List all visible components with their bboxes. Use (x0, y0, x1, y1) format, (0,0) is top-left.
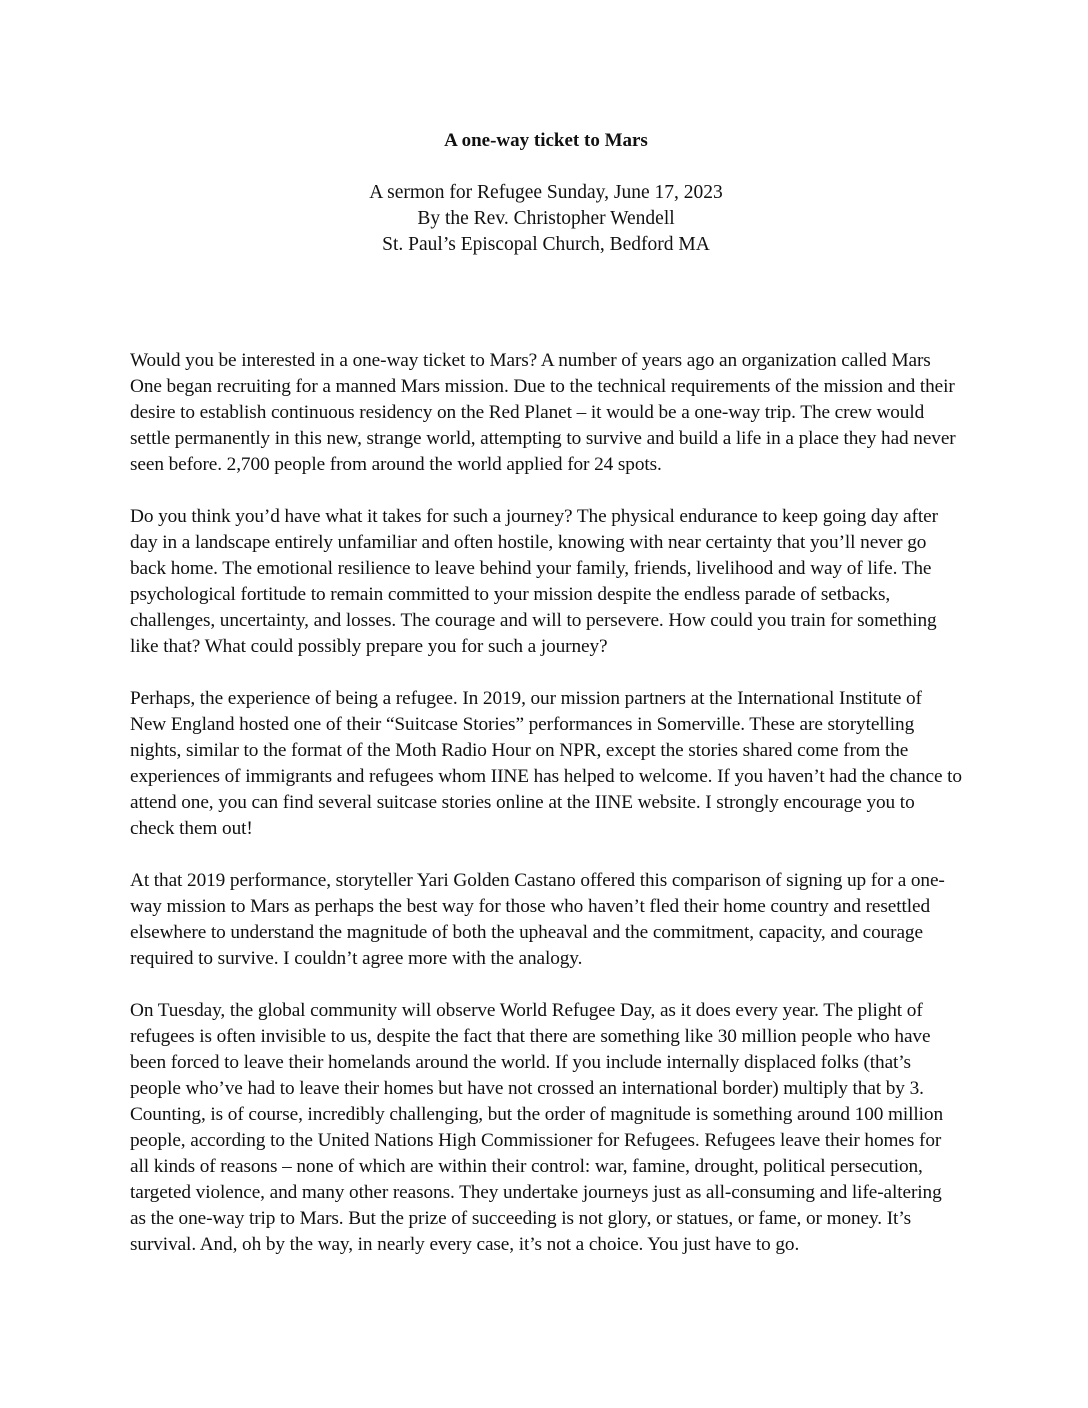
sermon-church: St. Paul’s Episcopal Church, Bedford MA (382, 234, 710, 255)
sermon-header (130, 180, 962, 258)
sermon-body (130, 348, 962, 1258)
paragraph: Perhaps, the experience of being a refugee. In 2019, our mission partners at the International Institute of New England hosted one of their “Suitcase Stories” performances in Somerville. These are storytelling nights, similar to the format of the Moth Radio Hour on NPR, except the stories shared come from the experiences of immigrants and refugees whom IINE has helped to welcome. If you haven’t had the chance to attend one, you can find several suitcase stories online at the IINE website. I strongly encourage you to check them out! (130, 688, 962, 839)
document-title: A one-way ticket to Mars (444, 130, 648, 151)
paragraph: On Tuesday, the global community will observe World Refugee Day, as it does every year. The plight of refugees is often invisible to us, despite the fact that there are something like 30 million people who have been forced to leave their homelands around the world. If you include internally displaced folks (that’s people who’ve had to leave their homes but have not crossed an international border) multiply that by 3. Counting, is of course, incredibly challenging, but the order of magnitude is something around 100 million people, according to the United Nations High Commissioner for Refugees. Refugees leave their homes for all kinds of reasons – none of which are within their control: war, famine, drought, political persecution, targeted violence, and many other reasons. They undertake journeys just as all-consuming and life-altering as the one-way trip to Mars. But the prize of succeeding is not glory, or statues, or fame, or money. It’s survival. And, oh by the way, in nearly every case, it’s not a choice. You just have to go. (130, 1000, 943, 1255)
sermon-occasion: A sermon for Refugee Sunday, June 17, 2023 (369, 182, 723, 203)
paragraph: At that 2019 performance, storyteller Yari Golden Castano offered this comparison of signing up for a one-way mission to Mars as perhaps the best way for those who haven’t fled their home country and resettled elsewhere to understand the magnitude of both the upheaval and the commitment, capacity, and courage required to survive. I couldn’t agree more with the analogy. (130, 870, 945, 969)
paragraph: Would you be interested in a one-way ticket to Mars? A number of years ago an organization called Mars One began recruiting for a manned Mars mission. Due to the technical requirements of the mission and their desire to establish continuous residency on the Red Planet – it would be a one-way trip. The crew would settle permanently in this new, strange world, attempting to survive and build a life in a place they had never seen before. 2,700 people from around the world applied for 24 spots. (130, 350, 956, 475)
sermon-author: By the Rev. Christopher Wendell (417, 208, 675, 229)
paragraph: Do you think you’d have what it takes for such a journey? The physical endurance to keep going day after day in a landscape entirely unfamiliar and often hostile, knowing with near certainty that you’ll never go back home. The emotional resilience to leave behind your family, friends, livelihood and way of life. The psychological fortitude to remain committed to your mission despite the endless parade of setbacks, challenges, uncertainty, and losses. The courage and will to persevere. How could you train for something like that? What could possibly prepare you for such a journey? (130, 506, 938, 657)
